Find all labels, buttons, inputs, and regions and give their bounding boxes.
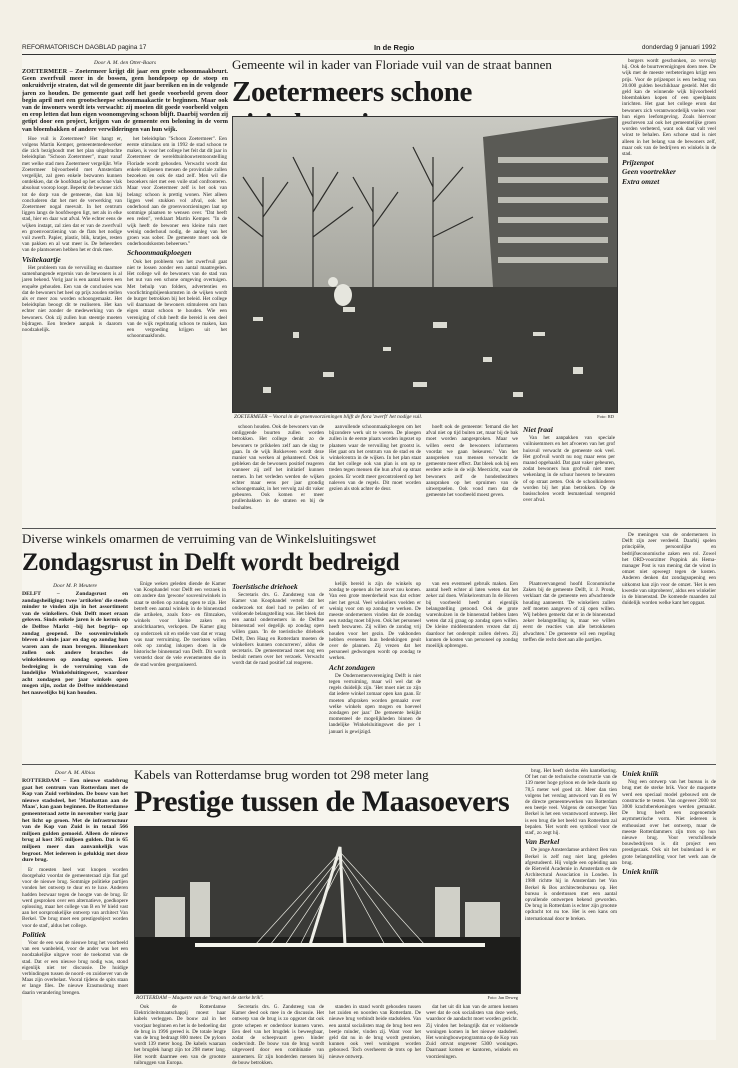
- article1-col3: schoon houden. Ook de bewoners van de omliggende buurten zullen worden betrokken. Het college denkt zo de bewoners te prikkelen zelf aan de slag te gaan. In de wijk Rokkeveen wordt deze manier van werken al gehanteerd. Ook is gebleken dat de bewoners positief reageren wanneer zij zelf het initiatief kunnen nemen. In het verleden werden de wijken echter maar eens per jaar grondig schoongemaakt, in het vervolg zal dit vaker gebeuren. Ook komen er meer prullenbakken in de straten en bij de bushaltes.: [232, 424, 324, 511]
- article1-sub-niet-fraai: Niet fraai: [523, 425, 553, 434]
- garbage-field-photo: [233, 117, 617, 412]
- issue-date: donderdag 9 januari 1992: [641, 43, 716, 51]
- article2-byline: Door M. P. Meutere: [53, 583, 97, 589]
- article3-photo-caption: ROTTERDAM – Maquette van de "brug met de sterke brik".: [136, 995, 264, 1001]
- article3-sub-politiek: Politiek: [22, 929, 46, 939]
- article1-photo-caption: ZOETERMEER – Vooral in de groenvoorzieningen blijft de flora 'zwerft' het nodige vuil.: [234, 414, 423, 420]
- article1-sub-visitekaartje: Visitekaartje: [22, 254, 61, 264]
- article1-sub-uniek-kniik: Uniek kniik: [622, 867, 659, 877]
- article2-sub-acht-zondagen: Acht zondagen: [329, 662, 376, 672]
- article3-photo: [134, 826, 521, 994]
- article1-sub-schoonmaakploegen: Schoonmaakploegen: [127, 248, 192, 258]
- article1-sub-extra-omzet: Extra omzet: [622, 176, 660, 186]
- article2-col6: De meningen van de ondernemers in Delft zijn zeer verdeeld. Daarbij spelen principiële, persoonlijke en bedrijfseconomische zaken een rol. Zowel het ORD-voorzitter Poppink als Hema-manager Post is van mening dat de winst in omzet niet opweegt tegen de kosten. Anderen denken dat zondagsopening een uitkomst kan zijn voor de omzet. 'Het is een kwestie van uitproberen', aldus een winkelier in de binnenstad. De komende maanden zal duidelijk worden welke kant het opgaat.: [622, 532, 716, 607]
- article3-kicker: Kabels van Rotterdamse brug worden tot 298 meter lang: [134, 767, 429, 782]
- divider: [22, 764, 716, 765]
- article3-byline: Door A. M. Albias: [54, 770, 96, 776]
- article2-lead: DELFT – Zondagsrust en zondagsheiliging: twee 'artikelen' die steeds minder te vinden zijn in het assortiment van de winkeliers. Ook Delft moet eraan geloven. Sinds enkele jaren is de kermis op de Delftse Markt –bij het begrip– op zondag geopend. De souvenirwinkels bleven al sinds jaar en dag op zondag hun waren aan de man brengen. Binnenkort zullen ook andere branches de winkeldeuren op zondag openen. Een bedreiging is de verruiming van de landelijke Winkelsluitingswet, waardoor acht zondagen per jaar winkels open mogen zijn, zodat de Delftse middenstand het nauwelijks bij kan houden.: [22, 591, 128, 696]
- divider: [22, 528, 716, 529]
- article2-col1: Enige weken geleden diende de Kamer van Koophandel voor Delft een verzoek in om andere dan 'gewone' souvenirwinkels in staat te stellen op zondag open te zijn. Het betreft een aantal winkels in de binnenstad die artikelen, zoals foto- en filmzaken, winkels voor kleine zaken en ansichtkaarten, verkopen. De Kamer ging op onderzoek uit en stelde vast dat er vraag was naar verruiming. De toeristen willen ook op zondag inkopen doen in de historische binnenstad van Delft. Dit wordt versterkt door de vele evenementen die in de stad worden georganiseerd.: [134, 581, 226, 668]
- article1-col6: Niet fraai Van het aanpakken van speciale vuilnisemmers en het afvoeren van het grof huisvuil verwacht de gemeente ook veel. Het grofvuil wordt nu nog maar eens per maand opgehaald. Dat gaat vaker gebeuren, zodat bewoners hun grofvuil niet meer wekenlang in de schuur hoeven te bewaren of op straat zetten. Ook de schoolkinderen worden bij het plan betrokken. Op de basisscholen wordt lesmateriaal verspreid over afval.: [523, 425, 615, 504]
- article2-col3: kelijk bereid is zijn de winkels op zondag te openen als het zover zou komen. Van een grote meerderheid was dat echter niet het geval. Veel winkeliers voelden er weinig voor om op zondag te werken. De meeste ondernemers vinden dat de zondag een rustdag moet blijven. Ook het personeel heeft bezwaren. Zij willen de zondag vrij houden voor het gezin. De vakbonden hebben eveneens hun bedenkingen geuit over de plannen. Zij vrezen dat het personeel gedwongen wordt op zondag te werken. Acht zondagen De Ondernemersvereniging Delft is niet tegen verruiming, maar wil wel dat de regels duidelijk zijn. 'Het moet niet zo zijn dat iedere winkel zomaar open kan gaan. Er moeten afspraken worden gemaakt over welke winkels open mogen en hoeveel zondagen per jaar.' De gemeente bekijkt momenteel de mogelijkheden binnen de landelijke Winkelsluitingswet die per 1 januari is gewijzigd.: [329, 581, 421, 735]
- newspaper-page: [22, 40, 716, 1066]
- article1-photo-credit: Foto: RD: [597, 414, 614, 419]
- article3-intro: Door A. M. Albias ROTTERDAM – Een nieuwe stadsbrug gaat het centrum van Rotterdam met de Kop van Zuid verbinden. De bouw van het nieuwe stadsdeel, het 'Manhattan aan de Maas', kan gaan beginnen. De Rotterdamse gemeenteraad zette in november vorig jaar het licht op groen. Met de infrastructuur van de Kop van Zuid is in totaal 566 miljoen gulden gemoeid. Alleen de nieuwe brug al kost 365 miljoen gulden. Dat is 65 miljoen meer dan aanvankelijk was begroot. Met iedereen is gelukkig met deze dure brug. Er moesten heel wat knopen worden doorgehakt voordat de gemeenteraad zijn fiat gaf voor de nieuwe brug. Sommige politieke partijen vonden het ontwerp te duur en te luxe. Anderen hadden bezwaar tegen de hoogte van de brug. Er werd gesproken over een alternatieve, goedkopere oplossing, maar het college van B en W hield vast aan het oorspronkelijke ontwerp van architect Van Berkel. 'De brug moet een prestigeobject worden voor de stad', aldus het college. Politiek Voor de een was de nieuwe brug het voorbeeld van een wanbeleid, voor de ander was het een noodzakelijke uitgave voor de toekomst van de stad. Dat er een nieuwe brug nodig was, stond eigenlijk niet ter discussie. De huidige verbindingen tussen de noord- en zuidoever van de Maas zijn overbelast. Vooral tijdens de spits staan er lange files. De nieuwe Erasmusbrug moet daarin verandering brengen.: [22, 770, 128, 996]
- article3-lead: ROTTERDAM – Een nieuwe stadsbrug gaat het centrum van Rotterdam met de Kop van Zuid verbinden. De bouw van het nieuwe stadsdeel, het 'Manhattan aan de Maas', kan gaan beginnen. De Rotterdamse gemeenteraad zette in november vorig jaar het licht op groen. Met de infrastructuur van de Kop van Zuid is in totaal 566 miljoen gulden gemoeid. Alleen de nieuwe brug al kost 365 miljoen gulden. Dat is 65 miljoen meer dan aanvankelijk was begroot. Met iedereen is gelukkig met deze dure brug.: [22, 778, 128, 864]
- article3-sub-uniek-kniik: Uniek kniik: [622, 769, 659, 778]
- article1-photo: [232, 116, 618, 413]
- article2-sub-toeristische-driehoek: Toeristische driehoek: [232, 582, 298, 591]
- article2-intro: [22, 581, 128, 761]
- article2-headline: Zondagsrust in Delft wordt bedreigd: [22, 549, 400, 576]
- article2-kicker: Diverse winkels omarmen de verruiming van de Winkelsluitingswet: [22, 531, 377, 546]
- article3-col6: Uniek kniik Nog een ontwerp van het bureau is de brug met de sterke brik. Voor de maquette werd een speciaal model gebouwd om de constructie te testen. Van ongeveer 2000 tot 3000 krachtberekeningen werden gemaakt. De brug heeft een zogenoemde asymmetrische vorm. Niet iedereen is enthousiast over het ontwerp, maar de meeste Rotterdammers zijn trots op hun nieuwe brug. Voor verschillende bouwbedrijven is dit project een prestigezaak. Ook uit het buitenland is er grote belangstelling voor het werk aan de brug. Uniek kniik: [622, 769, 716, 877]
- article1-intro: [22, 58, 228, 526]
- article1-col4: aanvullende schoonmaakploegen om het bijzondere werk uit te voeren. De ploegen zullen in de eerste plaats worden ingezet op plaatsen waar de vervuiling het grootst is. Het gaat om het centrum van de stad en de winkelcentra in de wijken. In het plan staat dat het college ook van plan is om op te treden tegen mensen die hun afval op straat gooien. Er wordt meer gecontroleerd op het naleven van de regels. Dit moet worden gezien als stok achter de deur.: [329, 424, 421, 493]
- article3-sub-van-berkel: Van Berkel: [525, 837, 560, 847]
- article1-headline: Zoetermeers schone: [232, 76, 473, 108]
- article3-col5: brug. Het heeft slechts één kantelkering. Of het nut de technische constructie van de 139 meter hoge pyloon en de lede daarin op 78,5 meter wel goed zit. Meer dan tien volgens het verslag antwoord van B en W de directe gemeentewerken van Rotterdam een beetje veel. Volgens de ontwerper Van Berkel is het een verantwoord ontwerp. Het is een brug die het beeld van Rotterdam zal bepalen. 'Het wordt een symbool voor de stad', zo zegt hij. Van Berkel De jonge Amsterdamse architect Ben van Berkel is zelf nog niet lang geleden afgestudeerd. Hij volgde een opleiding aan de Rietveld Academie in Amsterdam en de Architectural Association in Londen. In 1988 richtte hij in Amsterdam het Van Berkel & Bos architectenbureau op. Het bureau is ondertussen met een aantal opvallende ontwerpen bekend geworden. De brug in Rotterdam is echter zijn grootste opdracht tot nu toe. Het is een kans om internationaal door te breken.: [525, 768, 617, 922]
- article1-col5: hoeft ook de gemeente: 'Iemand die het afval niet op tijd buiten zet, maar bij de bak moet worden aangesproken. Maar we willen eerst de bewoners informeren voordat we gaan bekeuren.' Van het aanspreken van mensen verwacht de gemeente meer effect. Dat bleek ook bij een eerdere actie in de wijk Meerzicht, waar de bewoners zelf de hondenbezitters aanspraken op het opruimen van de uitwerpselen. Ook vond men dat de gemeente het voorbeeld moest geven.: [426, 424, 518, 499]
- article2-col5: Plaatsvervangend hoofd Economische Zaken bij de gemeente Delft, ir. J. Pronk, verklaart dat de gemeente een afwachtende houding aanneemt. 'De winkeliers zullen zelf moeten aangeven of zij open willen. Wij hebben gemerkt dat er in de binnenstad zeker belangstelling is, maar we willen eerst de reacties van alle betrokkenen afwachten.' De gemeente wil een regeling treffen die recht doet aan alle partijen.: [523, 581, 615, 643]
- article3-headline: Prestige tussen de Maasoevers: [134, 785, 510, 818]
- section-title: In de Regio: [373, 42, 415, 52]
- article1-right-col: borgers wordt geschonken, zo vervolgt hij. Ook de buurtverenigingen doen mee. De wijk met de meeste verbeteringen krijgt een prijs. Voor de prijzenpot is een bedrag van 20.000 gulden beschikbaar gesteld. Met dit geld kan de winnende wijk bijvoorbeeld bloembakken kopen of een speelplaats inrichten. Het gaat het college erom dat bewoners zich verantwoordelijk voelen voor hun eigen leefomgeving. Zoals hiervoor geschreven zal ook het gemeentelijke groen worden verbeterd, want ook daar valt veel winst te behalen. Een schone stad is niet alleen in het belang van de bewoners zelf, maar ook van de bedrijven en winkels in de stad. Prijzenpot Geen voortrekker Extra omzet: [622, 58, 716, 186]
- article3-col1: Ook de Rotterdamse Elektriciteitsmaatschappij moest haar kabels verleggen. De bouw zal in het voorjaar beginnen en het is de bedoeling dat de brug in 1996 gereed is. De totale lengte van de brug bedraagt 800 meter. De pyloon wordt 139 meter hoog. De kabels waaraan het brugdek hangt zijn tot 298 meter lang. Het wordt daarmee een van de grootste tuibruggen van Europa.: [134, 1004, 226, 1066]
- article3-col4: dat het uit dit kan van de armen kennen weet dat de ook socialisten van deze werk, waardoor de aandacht moet worden gericht. Zij vinden het belangrijk dat er voldoende woningen komen in het nieuwe stadsdeel. Het woningbouwprogramma op de Kop van Zuid omvat ongeveer 5300 woningen. Daarnaast komen er kantoren, winkels en voorzieningen.: [426, 1004, 518, 1060]
- article1-sub-geen-voortrekker: Geen voortrekker: [622, 167, 676, 177]
- article3-col2: Secretaris drs. G. Zandsteeg van de Kamer deed ook mee in de discussie. Het ontwerp van de brug is zo opgezet dat ook grote schepen er onderdoor kunnen varen. Een deel van het brugdek is beweegbaar, zodat de scheepvaart geen hinder ondervindt. De bouw van de brug wordt uitgevoerd door een combinatie van aannemers. Er zijn honderden mensen bij de bouw betrokken.: [232, 1004, 324, 1066]
- article1-lead: ZOETERMEER – Zoetermeer krijgt dit jaar een grote schoonmaakbeurt. Geen zwerfvuil meer in de bossen, geen hondepoep op de stoep en onkruidvrije straten, dat wil de gemeente dit jaar bereiken en in de volgende jaren zo houden. De gemeente gaat zelf het goede voorbeeld geven door begin april met een grootscheepse schoonmaakactie te beginnen. Maar ook van de inwoners wordt iets verwacht: zij moeten dit goede voorbeeld volgen en erop letten dat hun eigen woonomgeving schoon blijft. Daarbij worden zij getipt door een project, krijgen van de gemeente een beloning in de vorm van bloembakken of andere verwilderingen van hun wijk.: [22, 68, 228, 133]
- page-header: [22, 40, 716, 55]
- article1-col2: het beleidsplan "Schoon Zoetermeer". Een eerste stimulans om in 1992 de stad schoon te maken, is voor het college het feit dat dit jaar in Zoetermeer de wereldtuinbouwtentoonstelling Floriade wordt gehouden. Verwacht wordt dat enkele miljoenen mensen de provinciale zullen bezoeken en ook de stad zelf. Men wil die bezoekers niet met een vuile stad confronteren. Maar voor Zoetermeer zelf is het ook van belang: schoon is prettig wonen. Niet alleen liggen veel stukken vol afval, ook het onderhoud aan de groenvoorzieningen laat op sommige plaatsen te wensen over. "Dat heeft een reden", verklaart Martin Kemper. "In de wijk heeft de bewoner een kleine tuin met weinig onderhoud nodig, de aanleg van het groen was sober. De gemeente moet ook de onderhoudskosten beheersen." Schoonmaakploegen Ook het probleem van het zwerfvuil gaat niet te lossen zonder een aantal maatregelen. Het college wil de bewoners van de stad van het nut van een schone omgeving overtuigen. Met behulp van folders, advertenties en voorlichtingsbijeenkomsten in de wijken wordt de burger betrokken bij het beleid. Het college wil daarnaast de bewoners stimuleren om hun eigen straat schoon te houden. Wie een vereniging of club heeft die bereid is een deel van de wijk regelmatig schoon te maken, kan een vergoeding krijgen uit het schoonmaakfonds.: [127, 135, 227, 340]
- article2-heading: [22, 532, 622, 578]
- article1-kicker: Gemeente wil in kader van Floriade vuil van de straat bannen: [232, 57, 552, 72]
- article3-col3: standen in stand wordt gehouden tussen het zuiden en noorden van Rotterdam. De nieuwe brug verbindt beide stadsdelen. Van een aantal socialisten mag de brug best een beetje minder, vinden zij. Want voor het geld dat nu in de brug wordt gestoken, kunnen ook veel woningen worden gebouwd. Toch overheerst de trots op het nieuwe ontwerp.: [329, 1004, 421, 1060]
- article3-photo-credit: Foto: Jan Deweg: [487, 995, 518, 1000]
- paper-name: REFORMATORISCH DAGBLAD pagina 17: [22, 43, 147, 51]
- article3-heading: [134, 768, 519, 822]
- bridge-maquette-photo: [135, 827, 520, 993]
- article1-col1: Hoe vuil is Zoetermeer? Het hangt er, volgens Martin Kemper, gemeentemedewerker die zich bezighoudt met het plan uitgebrachte beleidsplan "Schoon Zoetermeer", maar vanaf met welke stad men Zoetermeer vergelijkt. Wie Zoetermeer bijvoorbeeld met Amsterdam vergelijkt, zal geen enkele bezwaren kunnen ontdekken, dat de hoofdstad op het schone vlak absoluut voorop loopt. Beperkt de bewoner zich tot de dorp van de gemeente, dan kan hij concluderen dat het met de verwerking van Zoetermeer nogal meevalt. In het centrum liggen langs de hoofdwegen ligt, net als in elke stad, hier en daar wat afval. Wie echter eens de wijken instapt, zal zien dat er van de zwerfvuil en groenvoorziening van de flats het nodige vuil zwerft. Papier, plastic, blik, kratjes, resten van pakken en al wat meer is. De beheerders van de plantsoenen hebben het er druk mee. Visitekaartje Het probleem van de vervuiling en daarmee samenhangende ergernis van de bewoners is al jaren bekend. Vorig jaar is een aantal keren een enquête gehouden. Een van de conclusies was dat de bewoners het heel op prijs zouden stellen als er meer zou worden schoongemaakt. Het beleidsplan beoogt dit te realiseren. Het kan echter niet zonder de medewerking van de bewoners. Ook zij zullen hun steentje moeten bijdragen. Een bredere aanpak is daarom noodzakelijk.: [22, 135, 122, 333]
- article1-byline: Door A. M. den Otter-Baars: [93, 60, 157, 66]
- article2-col4: van een eventueel gebruik maken. Een aantal heeft echter al laten weten dat het zeker zal doen. Winkelcentrum In de Hoven bij voorbeeld heeft al eigenlijk belangstelling getoond. Ook de grote warenhuizen in de binnenstad hebben laten weten dat zij graag op zondag open willen. De kleine middenstanders vrezen dat zij daardoor het onderspit zullen delven. Zij kunnen de kosten van personeel op zondag moeilijk opbrengen.: [426, 581, 518, 650]
- article1-heading: [232, 58, 614, 110]
- article2-col2: Toeristische driehoek Secretaris drs. G. Zandsteeg van de Kamer van Koophandel vertelt dat het onderzoek tot doel had te peilen of er voldoende belangstelling was. Het bleek dat een aantal ondernemers in de Delftse binnenstad wel degelijk op zondag open willen gaan. 'In de toeristische driehoek Delft, Den Haag en Rotterdam moeten de winkeliers kunnen concurreren', aldus de secretaris. De gemeenteraad moet nog een besluit nemen over het verzoek. Verwacht wordt dat de raad positief zal reageren.: [232, 582, 324, 667]
- article1-sub-prijzenpot: Prijzenpot: [622, 158, 654, 168]
